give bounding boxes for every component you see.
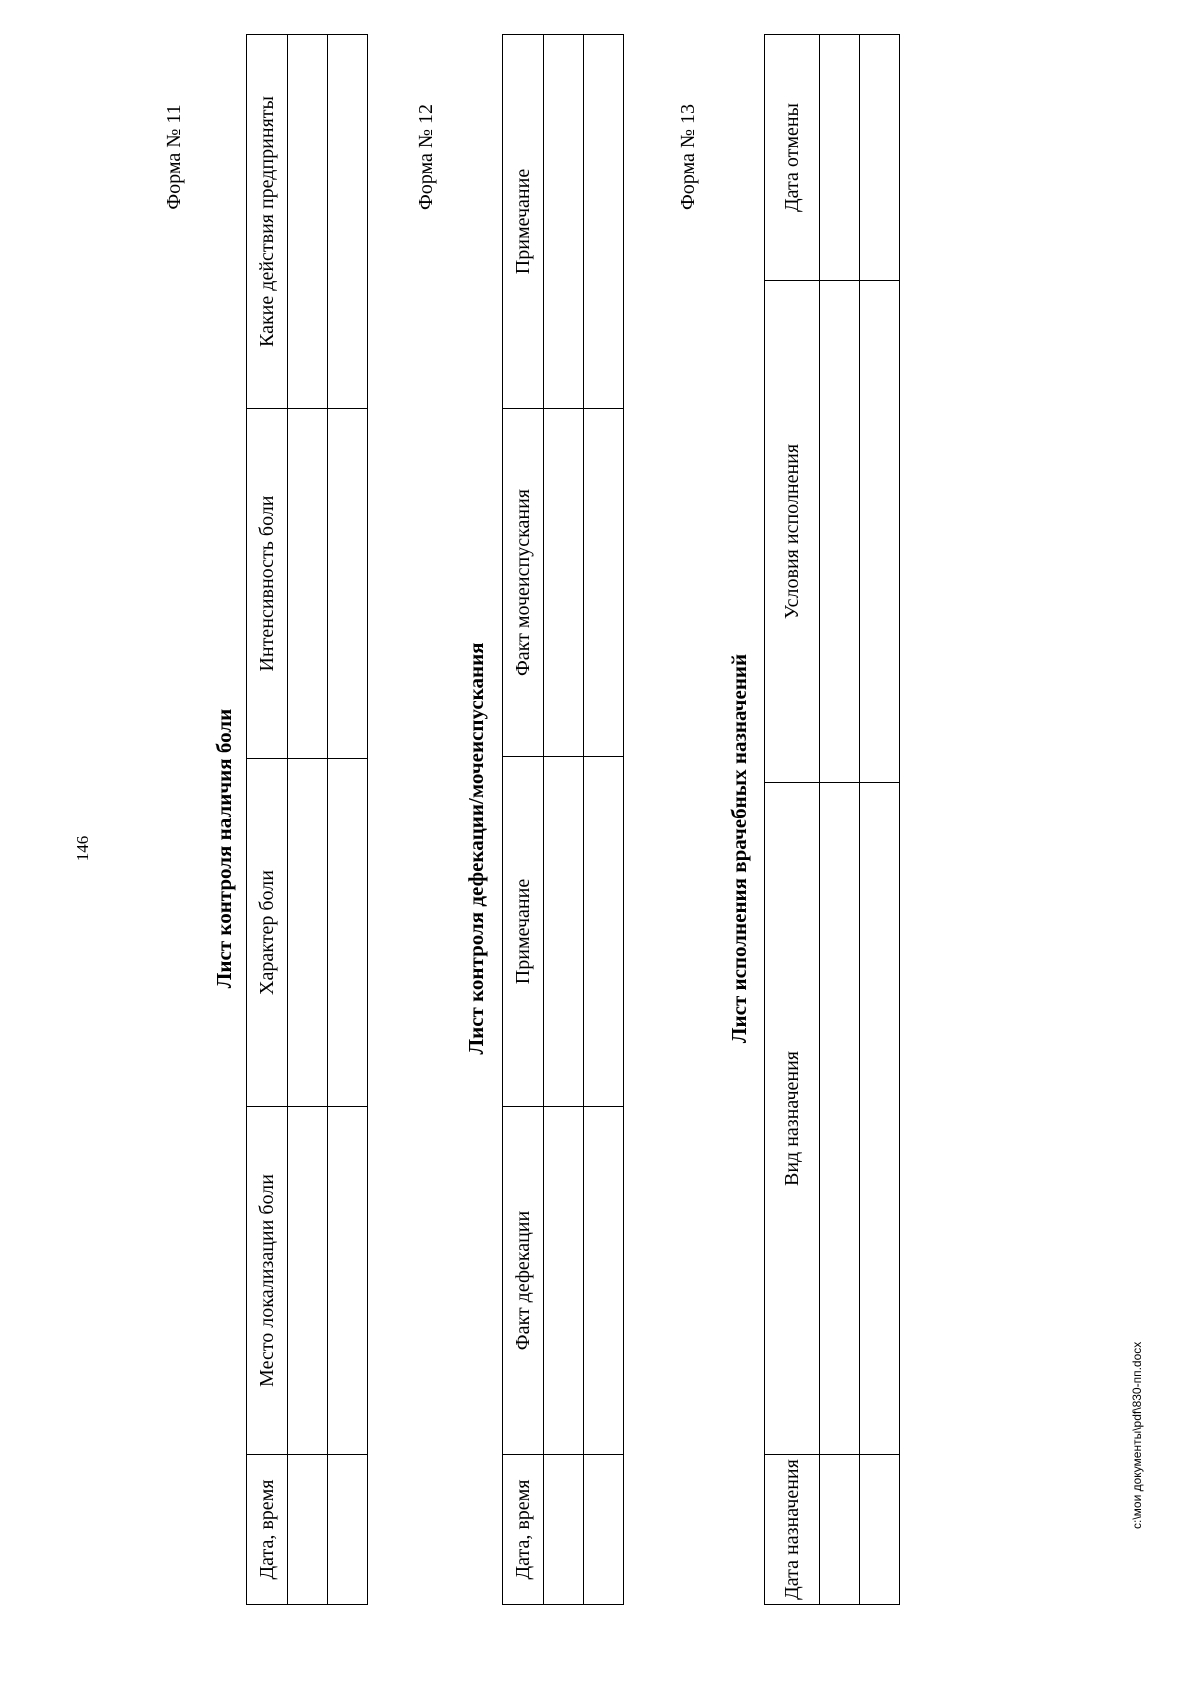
form-13-table — [764, 34, 900, 1605]
table-header-row — [765, 35, 820, 1605]
form-13-title: Лист исполнения врачебных назначений — [727, 653, 751, 1044]
table-row — [860, 35, 900, 1605]
column-header: Интенсивность боли — [247, 409, 288, 759]
column-header: Дата отмены — [765, 35, 820, 281]
table-cell — [288, 409, 328, 759]
form-11-table — [246, 34, 368, 1605]
column-header: Факт мочеиспускания — [503, 409, 544, 757]
table-cell — [288, 759, 328, 1107]
table-row — [288, 35, 328, 1605]
table-cell — [328, 1107, 368, 1455]
form-13-label: Форма № 13 — [677, 104, 699, 210]
table-cell — [860, 35, 900, 281]
form-12-table — [502, 34, 624, 1605]
table-cell — [544, 757, 584, 1107]
table-cell — [544, 1455, 584, 1605]
table-cell — [288, 1455, 328, 1605]
form-12-label: Форма № 12 — [415, 104, 437, 210]
table-cell — [860, 281, 900, 783]
table-cell — [544, 35, 584, 409]
table-header-row — [247, 35, 288, 1605]
form-11-label: Форма № 11 — [163, 104, 185, 210]
column-header: Дата, время — [503, 1455, 544, 1605]
table-cell — [544, 409, 584, 757]
table-cell — [820, 281, 860, 783]
table-cell — [820, 1455, 860, 1605]
form-11-title: Лист контроля наличия боли — [212, 708, 236, 989]
column-header: Дата назначения — [765, 1455, 820, 1605]
table-cell — [584, 1455, 624, 1605]
table-cell — [288, 35, 328, 409]
table-cell — [584, 757, 624, 1107]
file-path-footer: c:\мои документы\pdf\830-пп.docx — [1130, 1341, 1144, 1529]
column-header: Факт дефекации — [503, 1107, 544, 1455]
table-cell — [544, 1107, 584, 1455]
column-header: Характер боли — [247, 759, 288, 1107]
table-cell — [328, 35, 368, 409]
table-cell — [288, 1107, 328, 1455]
table-row — [584, 35, 624, 1605]
table-cell — [328, 759, 368, 1107]
column-header: Место локализации боли — [247, 1107, 288, 1455]
table-cell — [328, 409, 368, 759]
table-cell — [328, 1455, 368, 1605]
table-cell — [860, 1455, 900, 1605]
column-header: Дата, время — [247, 1455, 288, 1605]
column-header: Вид назначения — [765, 783, 820, 1455]
column-header: Примечание — [503, 35, 544, 409]
column-header: Примечание — [503, 757, 544, 1107]
table-cell — [584, 409, 624, 757]
table-cell — [820, 783, 860, 1455]
table-cell — [584, 1107, 624, 1455]
table-cell — [820, 35, 860, 281]
table-cell — [584, 35, 624, 409]
page-number: 146 — [73, 835, 92, 862]
table-row — [820, 35, 860, 1605]
table-row — [328, 35, 368, 1605]
table-row — [544, 35, 584, 1605]
table-header-row — [503, 35, 544, 1605]
column-header: Какие действия предприняты — [247, 35, 288, 409]
form-12-title: Лист контроля дефекации/мочеиспускания — [464, 642, 488, 1055]
column-header: Условия исполнения — [765, 281, 820, 783]
table-cell — [860, 783, 900, 1455]
